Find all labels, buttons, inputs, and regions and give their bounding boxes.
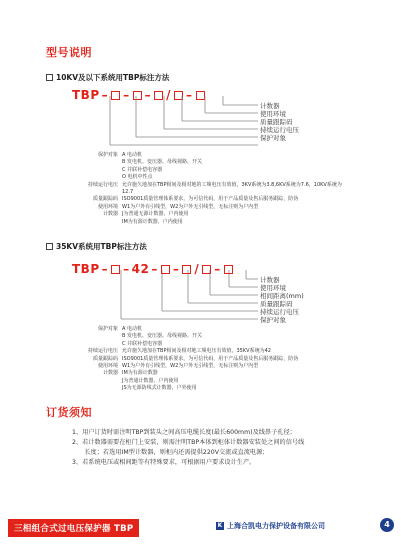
- def-row: 质量跟踪码 ISO9001质量管理体系要求，为可信代码，用于产品质量及售后服务跟踪，防伪: [92, 355, 299, 362]
- label-protected-object: 保护对象: [260, 134, 286, 142]
- code-box: [161, 265, 170, 274]
- def-row: 质量跟踪码 ISO9001质量管理体系要求，为可信代码，用于产品质量及售后服务跟踪，防伪: [92, 196, 299, 203]
- note-item: 2、若计数器需要在柜门上安装，则需注明TBP本体到柜体计数器安装处之间的信号线: [72, 439, 305, 446]
- def-row: 使用环境 W1为户外有引线型，W2为户外无引线型，无标注则为户内型: [97, 203, 259, 210]
- def-row: 保护对象 A 电动机: [97, 152, 143, 158]
- footer-company: [216, 521, 325, 531]
- model-code-35kv: TBP – – 42 – – / –: [72, 262, 234, 276]
- label-voltage: 持续运行电压: [260, 308, 299, 316]
- code-box: [182, 265, 191, 274]
- definitions-10kv: [62, 152, 352, 226]
- def-row: O 电机中性点: [122, 174, 153, 181]
- note-item: 1、用户订货时需注明TBP到装头之间高压电缆长度(最长600mm)及线鼻子孔径；: [72, 429, 296, 436]
- company-logo-icon: K: [217, 522, 223, 529]
- label-counter: 计数器: [260, 102, 280, 110]
- label-voltage: 持续运行电压: [260, 126, 299, 134]
- def-row: 使用环境 W1为户外有引线型，W2为户外无引线型，无标注则为户内型: [97, 363, 259, 370]
- subsection-title-10kv-text: 10KV及以下系统用TBP标注方法: [56, 73, 170, 82]
- def-row: C 并联补偿电容器: [122, 340, 163, 347]
- def-row: 持续运行电压 允许施久地加在TBP相间及相对地工频电压有效值，35KV系统为42: [87, 348, 271, 355]
- section-title-model: 型号说明: [46, 46, 92, 59]
- page-number: 4: [380, 518, 394, 532]
- note-item: 长度；若选用IM型计数器，则柜内还需提供220V交流或直流电源；: [72, 449, 269, 456]
- footer-product-title: 三相组合式过电压保护器 TBP: [8, 519, 139, 537]
- def-row: IM为有源计数器，户内使用: [122, 218, 183, 225]
- def-row: B 发电机、变压器、母线视路、开关: [122, 159, 203, 166]
- definitions-35kv: [62, 326, 352, 393]
- code-box: [202, 265, 211, 274]
- code-slash: /: [166, 88, 172, 102]
- label-quality-code: 质量跟踪码: [260, 118, 293, 126]
- code-prefix: TBP: [72, 262, 100, 276]
- label-environment: 使用环境: [260, 110, 286, 118]
- code-phase-distance: 42: [131, 262, 150, 276]
- code-prefix: TBP: [72, 88, 100, 102]
- label-environment: 使用环境: [260, 284, 286, 292]
- label-phase-distance: 相间距离(mm): [260, 292, 304, 300]
- code-box: [224, 265, 233, 274]
- subsection-title-35kv-text: 35KV系统用TBP标注方法: [56, 242, 147, 251]
- def-row: 计数器 IM为有源计数器: [102, 370, 158, 377]
- def-row: JS为无源防线式计数器，户外使用: [122, 385, 197, 392]
- model-code-10kv: TBP – – – / –: [72, 88, 206, 102]
- def-row: 保护对象 A 电动机: [97, 326, 143, 332]
- label-protected-object: 保护对象: [260, 316, 286, 324]
- company-name: 上海合凯电力保护设备有限公司: [227, 522, 325, 530]
- def-row: 计数器 J为普通无源计数器，户内使用: [102, 211, 189, 218]
- section-title-ordering: 订货须知: [46, 406, 92, 419]
- def-row: 持续运行电压 允许施久地加在TBP相间及相对地的工频电压有效值，3KV系统为3.8,6KV系统为7.6，10KV系统为12.7: [87, 181, 342, 196]
- label-counter: 计数器: [260, 276, 280, 284]
- def-row: B 发电机、变压器、母线视路、开关: [122, 333, 203, 340]
- note-item: 3、若系统电压或相间距等有特殊要求，可根据用户要求设计生产。: [72, 459, 256, 466]
- def-row: C 并联补偿电容器: [122, 166, 163, 173]
- code-slash: /: [194, 262, 200, 276]
- subsection-title-35kv: [46, 241, 147, 252]
- code-box: [111, 265, 120, 274]
- def-row: J为普通计数器，户内使用: [122, 377, 179, 384]
- label-quality-code: 质量跟踪码: [260, 300, 293, 308]
- square-bullet-icon: [46, 243, 53, 250]
- ordering-notes: [72, 428, 372, 468]
